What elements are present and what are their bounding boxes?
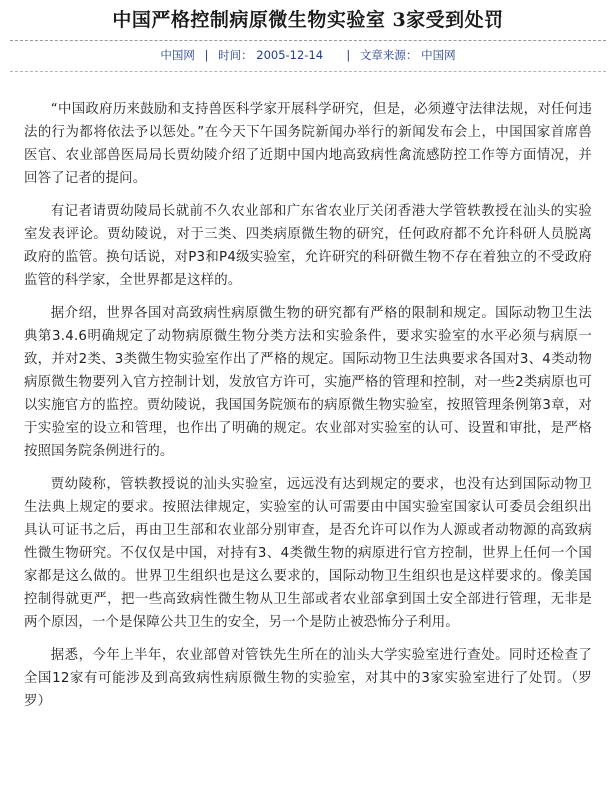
meta-source-name[interactable]: 中国网 xyxy=(160,48,195,62)
title-divider xyxy=(10,40,606,41)
article-meta xyxy=(10,45,606,65)
meta-divider xyxy=(10,71,606,72)
article-paragraph: 贾幼陵称，管轶教授说的汕头实验室，远远没有达到规定的要求，也没有达到国际动物卫生法典上规定的要求。按照法律规定，实验室的认可需要由中国实验室国家认可委员会组织出具认可证书之后，再由卫生部和农业部分别审查，是否允许可以作为人源或者动物源的高致病性微生物研究。不仅仅是中国，对持有3、4类微生物的病原进行官方控制，世界上任何一个国家都是这么做的。世界卫生组织也是这么要求的，国际动物卫生组织也是这样要求的。像美国控制得就更严，把一些高致病性微生物从卫生部或者农业部拿到国土安全部进行管理，无非是两个原因，一个是保障公共卫生的安全，另一个是防止被恐怖分子利用。 xyxy=(24,477,592,630)
meta-origin-label: 文章来源： xyxy=(359,48,418,62)
article-paragraph: “中国政府历来鼓励和支持兽医科学家开展科学研究，但是，必须遵守法律法规，对任何违法的行为都将依法予以惩处。”在今天下午国务院新闻办举行的新闻发布会上，中国国家首席兽医官、农业部兽医局局长贾幼陵介绍了近期中国内地高致病性禽流感防控工作等方面情况，并回答了记者的提问。 xyxy=(24,102,592,186)
article-paragraph: 有记者请贾幼陵局长就前不久农业部和广东省农业厅关闭香港大学管轶教授在汕头的实验室发表评论。贾幼陵说，对于三类、四类病原微生物的研究，任何政府都不允许科研人员脱离政府的监管。换句话说，对P3和P4级实验室，允许研究的科研微生物不存在着独立的不受政府监管的科学家，全世界都是这样的。 xyxy=(24,204,592,288)
article-body xyxy=(10,98,606,713)
article-title: 中国严格控制病原微生物实验室 3家受到处罚 xyxy=(112,9,504,31)
meta-time-label: 时间： xyxy=(218,48,253,62)
article-paragraph: 据介绍，世界各国对高致病性病原微生物的研究都有严格的限制和规定。国际动物卫生法典第3.4.6明确规定了动物病原微生物分类方法和实验条件，要求实验室的水平必须与病原一致，并对2类、3类微生物实验室作出了严格的规定。国际动物卫生法典要求各国对3、4类动物病原微生物要列入官方控制计划，发放官方许可，实施严格的管理和控制，对一些2类病原也可以实施官方的监控。贾幼陵说，我国国务院颁布的病原微生物实验室，按照管理条例第3章，对于实验室的设立和管理，也作出了明确的规定。农业部对实验室的认可、设置和审批，是严格按照国务院条例进行的。 xyxy=(24,306,592,459)
meta-date: 2005-12-14 xyxy=(256,48,324,62)
meta-origin-value[interactable]: 中国网 xyxy=(421,48,456,62)
meta-separator: | xyxy=(346,48,351,62)
article-paragraph: 据悉，今年上半年，农业部曾对管铁先生所在的汕头大学实验室进行查处。同时还检查了全国12家有可能涉及到高致病性病原微生物的实验室，对其中的3家实验室进行了处罚。（罗罗） xyxy=(24,648,592,709)
meta-separator: | xyxy=(204,48,209,62)
